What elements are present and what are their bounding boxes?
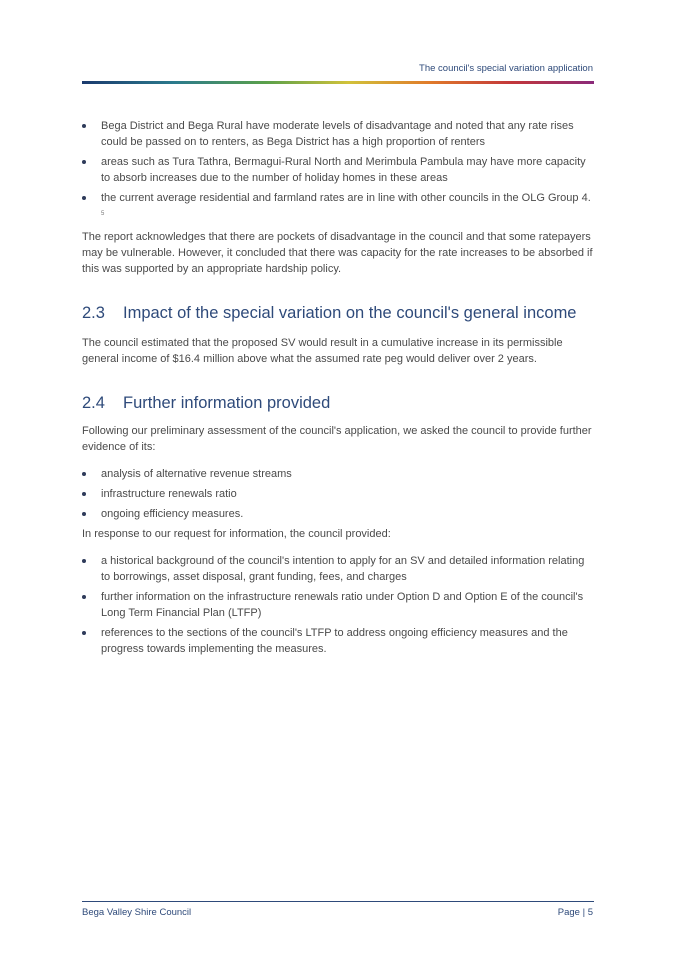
section-heading-2-3 xyxy=(82,302,594,324)
list-item: further information on the infrastructure renewals ratio under Option D and Option E of the council's Long Term Financial Plan (LTFP) xyxy=(82,589,594,621)
section-2-4-paragraph-1: Following our preliminary assessment of the council's application, we asked the council to provide further evidence of its: xyxy=(82,424,592,453)
list-item: the current average residential and farmland rates are in line with other councils in the OLG Group 4. $^5$ xyxy=(82,190,594,225)
section-number: 2.4 xyxy=(82,393,105,412)
list-item: a historical background of the council's intention to apply for an SV and detailed information relating to borrowings, asset disposal, grant funding, fees, and charges xyxy=(82,553,594,585)
list-item: Bega District and Bega Rural have moderate levels of disadvantage and noted that any rate rises could be passed on to renters, as Bega District has a high proportion of renters xyxy=(82,118,594,150)
section-2-4-paragraph-2: In response to our request for information, the council provided: xyxy=(82,527,391,540)
section-title: Impact of the special variation on the council's general income xyxy=(123,303,577,322)
footnote-reference[interactable]: 5 xyxy=(101,211,105,217)
bullet-icon xyxy=(82,595,86,599)
footer-organisation: Bega Valley Shire Council xyxy=(82,907,192,918)
bullet-icon xyxy=(82,559,86,563)
response-bullet-list xyxy=(82,553,594,657)
running-header: The council's special variation application xyxy=(419,63,593,74)
section-heading-2-4 xyxy=(82,392,594,414)
page-number: Page | 5 xyxy=(557,907,593,918)
section-2-3-paragraph: The council estimated that the proposed SV would result in a cumulative increase in its permissible general income of $16.4 million above what the assumed rate peg would deliver over 2 years. xyxy=(82,336,563,365)
bullet-icon xyxy=(82,160,86,164)
section-number: 2.3 xyxy=(82,303,105,322)
footer-rule xyxy=(82,901,594,902)
bullet-icon xyxy=(82,631,86,635)
section-title: Further information provided xyxy=(123,393,331,412)
list-item: infrastructure renewals ratio xyxy=(82,486,594,502)
intro-bullet-list xyxy=(82,118,594,225)
intro-paragraph: The report acknowledges that there are pockets of disadvantage in the council and that some ratepayers may be vulnerable. However, it concluded that there was capacity for the rate increases to be absorbed if this was supported by an appropriate hardship policy. xyxy=(82,230,593,275)
list-item: analysis of alternative revenue streams xyxy=(82,466,594,482)
list-item: references to the sections of the council's LTFP to address ongoing efficiency measures and the progress towards implementing the measures. xyxy=(82,625,594,657)
header-color-rule xyxy=(82,81,594,84)
list-item: areas such as Tura Tathra, Bermagui-Rural North and Merimbula Pambula may have more capacity to absorb increases due to the number of holiday homes in these areas xyxy=(82,154,594,186)
bullet-icon xyxy=(82,512,86,516)
bullet-icon xyxy=(82,472,86,476)
bullet-icon xyxy=(82,492,86,496)
bullet-icon xyxy=(82,196,86,200)
list-item: ongoing efficiency measures. xyxy=(82,506,594,522)
page-body xyxy=(82,118,594,661)
bullet-icon xyxy=(82,124,86,128)
request-bullet-list xyxy=(82,466,594,522)
